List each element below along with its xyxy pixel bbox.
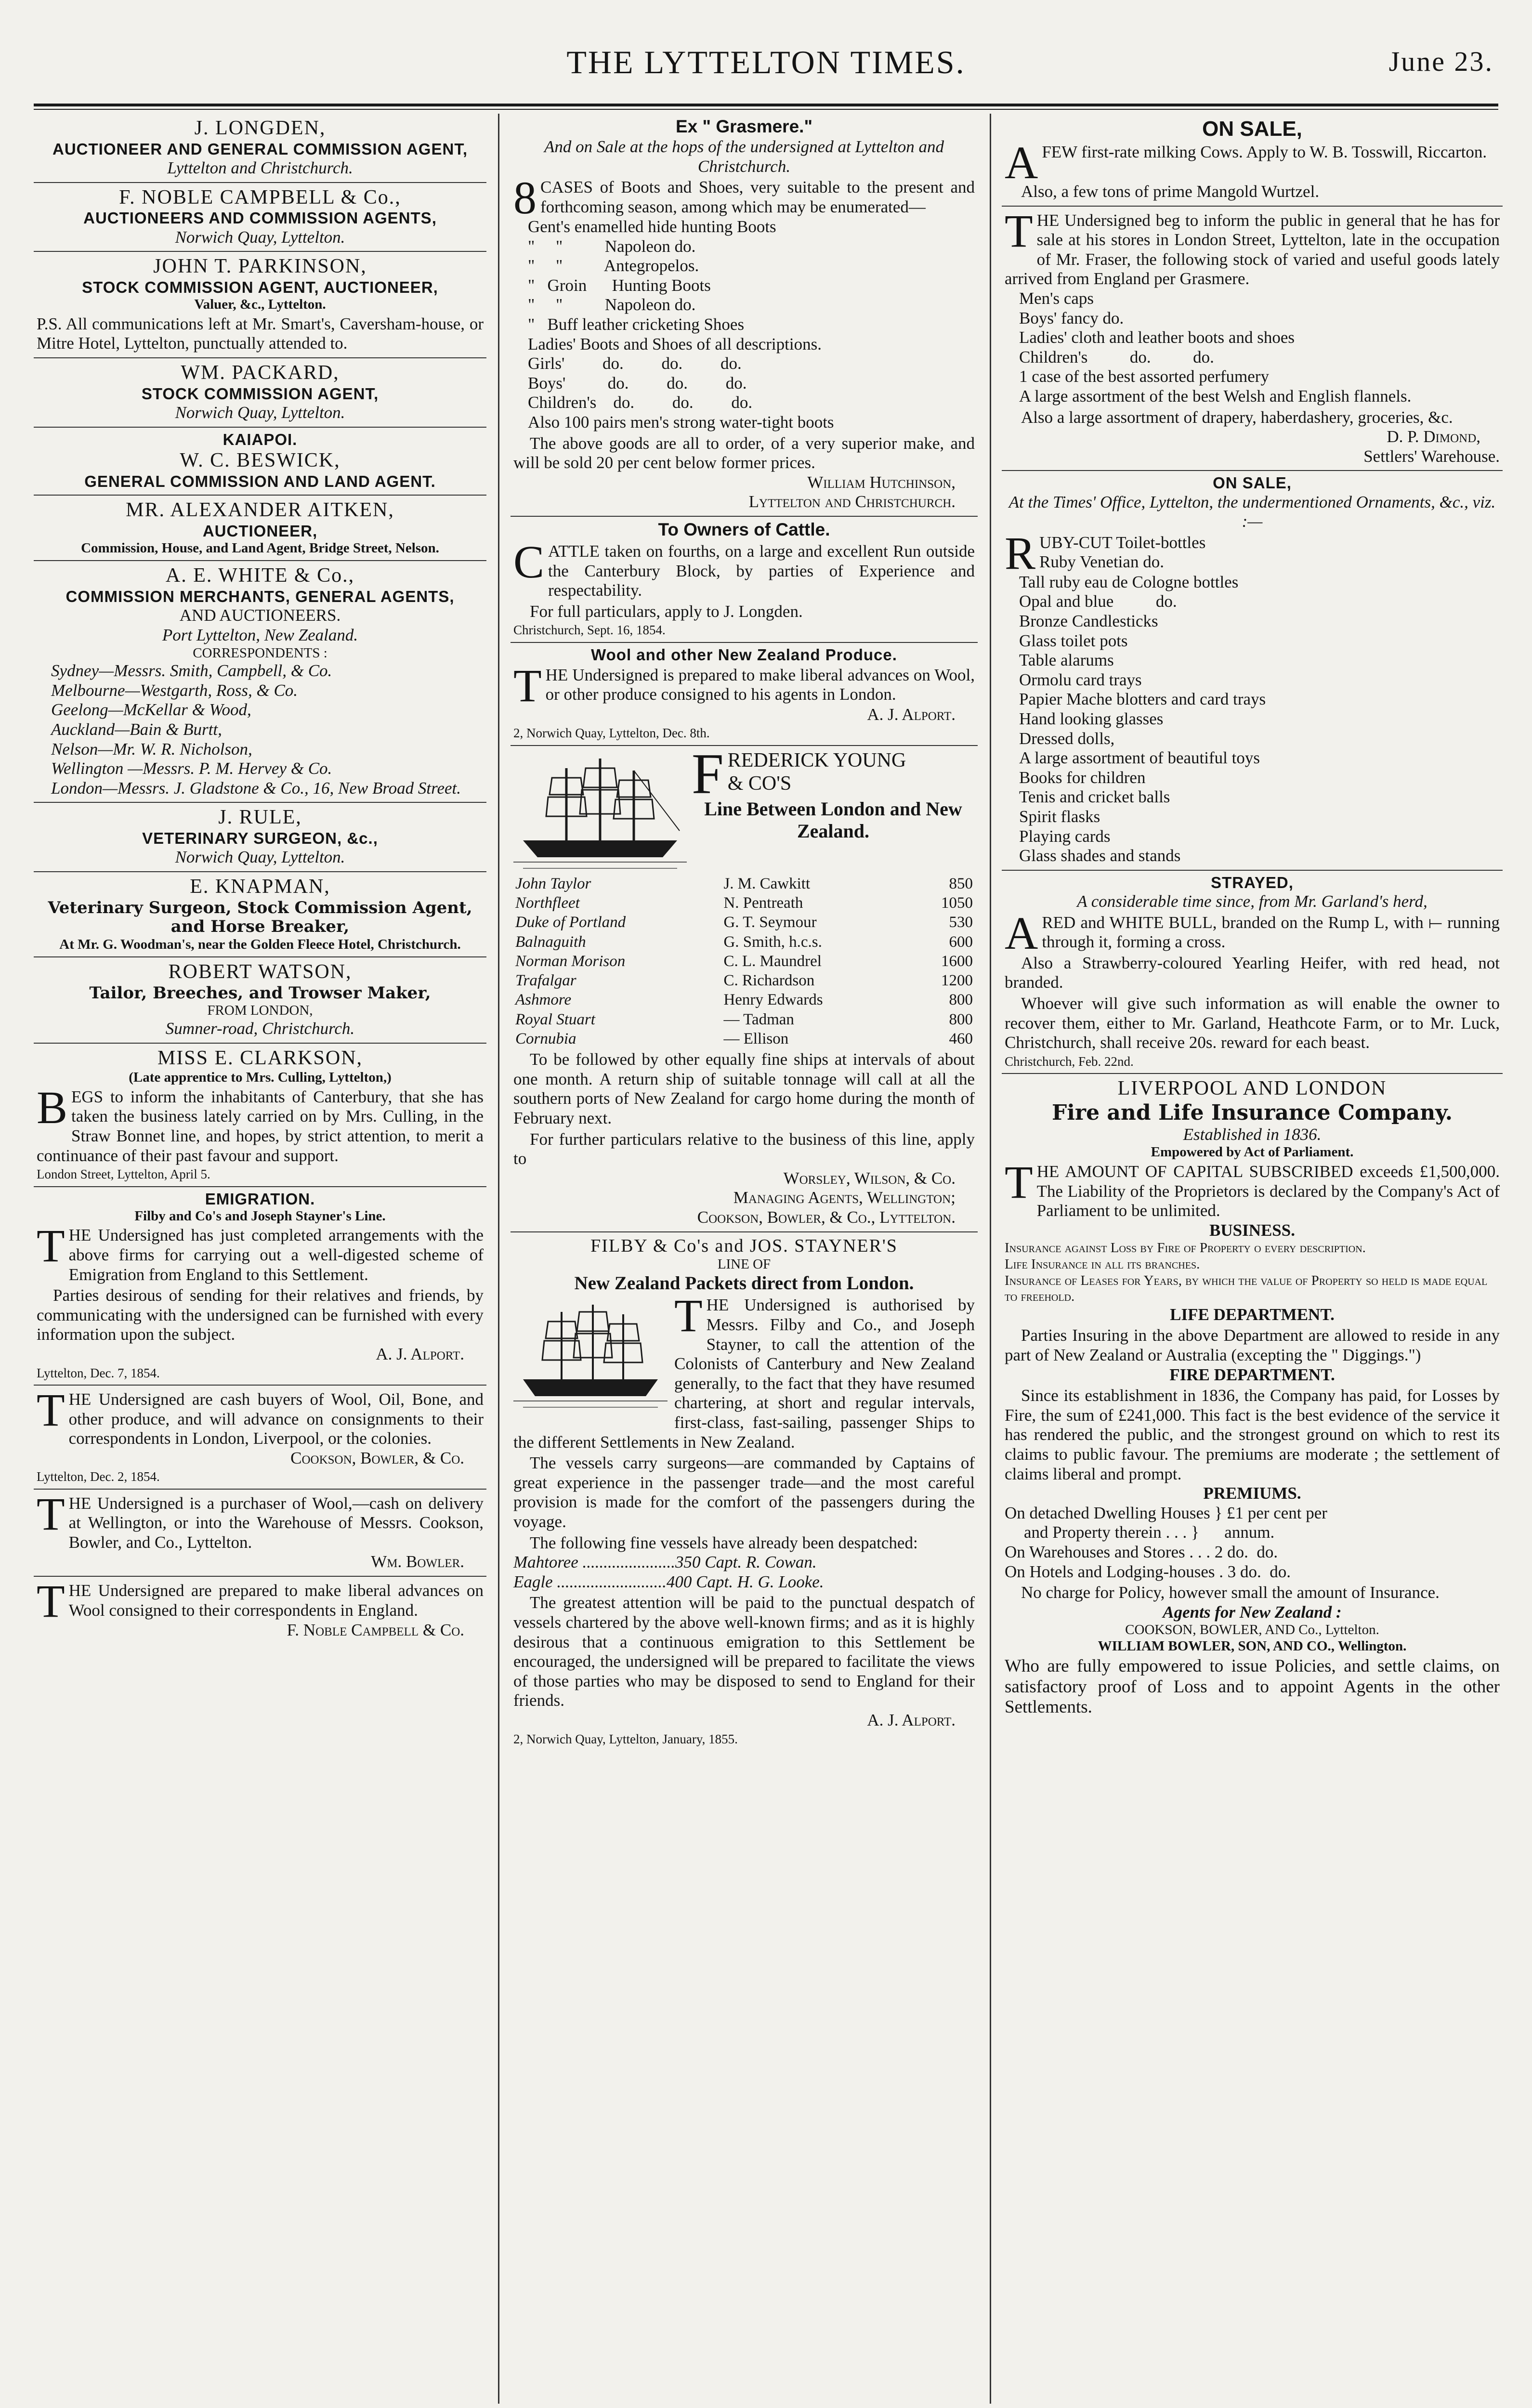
list-item: Children's do. do. do. — [528, 393, 753, 412]
ad-title: ON SALE, — [1202, 117, 1302, 141]
list-item: Hand looking glasses — [1019, 709, 1164, 728]
list-item: Ladies' Boots and Shoes of all descriptions. — [528, 334, 822, 353]
ad-name: MR. ALEXANDER AITKEN, — [126, 498, 394, 521]
list-item: Wellington —Messrs. P. M. Hervey & Co. — [51, 759, 332, 778]
ship-master: Henry Edwards — [723, 991, 823, 1009]
newspaper-title: THE LYTTELTON TIMES. — [566, 44, 966, 80]
drop-cap: B — [37, 1081, 68, 1133]
column-3 — [1002, 114, 1503, 2404]
ad-body — [513, 172, 975, 224]
ad-sub: FROM LONDON, — [207, 1003, 313, 1019]
premium-line: On Warehouses and Stores . . . 2 do. do. — [1005, 1543, 1278, 1561]
ad-body: Commission, House, and Land Agent, Bridge Street, Nelson. — [81, 540, 439, 556]
table-row — [513, 932, 975, 952]
ad-name: ROBERT WATSON, — [168, 961, 352, 983]
ad-sub: Valuer, &c., Lyttelton. — [194, 297, 326, 313]
ad-body-text: HE Undersigned is authorised by Messrs. Filby and Co., and Joseph Stayner, to call the attention of the Colonists of Canterbury and New Zealand generally, to the fact that they have resumed chartering, at short and regular intervals, first-class, fast-sailing, passenger Ships to the different Settlements in New Zealand. — [513, 1296, 975, 1452]
ad-title: AUCTIONEER AND GENERAL COMMISSION AGENT, — [52, 140, 468, 158]
ship-tons: 600 — [949, 933, 973, 951]
list-item: Opal and blue do. — [1019, 592, 1177, 611]
list-item: Men's caps — [1019, 289, 1094, 308]
ship-master: C. Richardson — [723, 972, 815, 990]
ad-place: Port Lyttelton, New Zealand. — [162, 625, 358, 644]
premium-line: On Hotels and Lodging-houses . 3 do. do. — [1005, 1562, 1291, 1581]
list-item: Girls' do. do. do. — [528, 354, 742, 373]
ad-body — [1005, 205, 1500, 289]
drop-cap: A — [1005, 137, 1038, 189]
section-heading: LIFE DEPARTMENT. — [1170, 1305, 1335, 1324]
list-item: Dressed dolls, — [1019, 729, 1115, 748]
ad-body-text: FEW first-rate milking Cows. Apply to W. B. Tosswill, Riccarton. — [1042, 143, 1487, 162]
list-item: Playing cards — [1019, 826, 1111, 846]
ad-frederick-young — [511, 741, 978, 1232]
list-item: Nelson—Mr. W. R. Nicholson, — [51, 739, 252, 759]
ship-tons: 1050 — [941, 894, 973, 912]
ad-place: Norwich Quay, Lyttelton. — [175, 848, 345, 867]
list-item: Gent's enamelled hide hunting Boots — [528, 217, 776, 236]
ad-body: The above goods are all to order, of a very superior make, and will be sold 20 per cent below former prices. — [513, 433, 975, 472]
ad-body: For full particulars, apply to J. Longden. — [530, 602, 803, 621]
ad-name: J. LONGDEN, — [194, 117, 326, 139]
list-item: Bronze Candlesticks — [1019, 611, 1158, 630]
list-item: Geelong—McKellar & Wood, — [51, 700, 251, 720]
drop-cap: T — [513, 659, 542, 711]
ad-body — [1005, 907, 1500, 959]
ad-sub: AND AUCTIONEERS. — [179, 606, 341, 625]
column-divider-1 — [498, 114, 499, 2404]
ad-title: and Horse Breaker, — [170, 917, 350, 937]
premium-line: On detached Dwelling Houses } £1 per cent per — [1005, 1503, 1327, 1522]
ad-body-text: HE Undersigned is prepared to make liberal advances on Wool, or other produce consigned to his agents in London. — [545, 665, 975, 704]
drop-cap: T — [674, 1290, 703, 1342]
ad-body-text: HE Undersigned are prepared to make liberal advances on Wool consigned to their correspondents in England. — [68, 1581, 484, 1620]
ad-insurance — [1002, 1074, 1503, 1722]
ad-signature: A. J. Alport. — [867, 705, 956, 724]
ad-body-text: HE AMOUNT OF CAPITAL SUBSCRIBED exceeds £1,500,000. The Liability of the Proprietors is declared by the Company's Act of Parliament to be unlimited. — [1036, 1162, 1500, 1220]
ad-body: The following fine vessels have already been despatched: — [530, 1533, 918, 1552]
ad-place: Norwich Quay, Lyttelton. — [175, 403, 345, 422]
ad-white — [34, 561, 486, 803]
ad-title: STOCK COMMISSION AGENT, — [141, 384, 379, 403]
ship-tons: 460 — [949, 1030, 973, 1047]
ad-body-text: EGS to inform the inhabitants of Canterbury, that she has taken the business lately carried on by Mrs. Culling, in the Straw Bonnet line, and hopes, by strict attention, to merit a continuance of their past favour and support. — [37, 1087, 484, 1165]
ad-corr-label: CORRESPONDENTS : — [193, 645, 327, 661]
list-item: " Groin Hunting Boots — [528, 275, 711, 295]
ad-signature: Cookson, Bowler, & Co. — [290, 1448, 464, 1467]
ad-rule — [34, 803, 486, 872]
business-item: Insurance against Loss by Fire of Property o every description. — [1005, 1240, 1366, 1256]
ad-strayed — [1002, 871, 1503, 1074]
ship-name: Cornubia — [515, 1030, 576, 1047]
premium-line: and Property therein . . . } annum. — [1024, 1523, 1275, 1542]
ad-title: LIVERPOOL AND LONDON — [1117, 1077, 1387, 1100]
ad-signature: A. J. Alport. — [867, 1710, 956, 1729]
business-item: Insurance of Leases for Years, by which the value of Property so held is made equal to freehold. — [1005, 1272, 1488, 1305]
ad-body-text: HE Undersigned are cash buyers of Wool, Oil, Bone, and other produce, and will advance on consignments to their correspondents in London, Liverpool, or the colonies. — [68, 1389, 484, 1448]
ad-bowler — [34, 1490, 486, 1577]
ad-aitken — [34, 496, 486, 562]
list-item: Also 100 pairs men's strong water-tight boots — [528, 413, 834, 432]
ship-tons: 850 — [949, 875, 973, 892]
list-item: Children's do. do. — [1019, 347, 1214, 366]
ship-name: Royal Stuart — [515, 1010, 595, 1028]
ad-title: FILBY & Co's and JOS. STAYNER'S — [590, 1235, 898, 1256]
ad-sub: At the Times' Office, Lyttelton, the undermentioned Ornaments, &c., viz. :— — [1008, 492, 1496, 531]
ship-tons: 1600 — [941, 952, 973, 970]
list-item: Tenis and cricket balls — [1019, 787, 1170, 807]
firm-name-block — [687, 741, 975, 843]
ad-produce — [511, 643, 978, 746]
ad-body: Also a large assortment of drapery, haberdashery, groceries, &c. — [1021, 407, 1453, 427]
ad-campbell-wool — [34, 1577, 486, 1644]
ad-body: Also, a few tons of prime Mangold Wurtzel. — [1021, 182, 1320, 201]
ad-place: At Mr. G. Woodman's, near the Golden Fleece Hotel, Christchurch. — [59, 936, 461, 952]
ship-name: Trafalgar — [515, 972, 576, 990]
ad-body: P.S. All communications left at Mr. Smart's, Caversham-house, or Mitre Hotel, Lyttelton, punctually attended to. — [37, 314, 484, 353]
ad-dateline: London Street, Lyttelton, April 5. — [37, 1167, 210, 1182]
header-rule-thin — [34, 109, 1498, 110]
ad-body — [1005, 137, 1500, 189]
item-list — [513, 217, 975, 432]
ad-signature-place: Settlers' Warehouse. — [1363, 446, 1500, 466]
agent-line: WILLIAM BOWLER, SON, AND CO., Wellington. — [1098, 1638, 1407, 1654]
ship-master: C. L. Maundrel — [723, 952, 822, 970]
ad-beswick — [34, 428, 486, 496]
table-row — [513, 1010, 975, 1029]
ad-campbell — [34, 183, 486, 252]
ad-title: VETERINARY SURGEON, &c., — [142, 829, 378, 848]
ad-body — [37, 1488, 484, 1553]
ad-place: Lyttelton and Christchurch. — [167, 158, 353, 177]
sailing-ship-icon — [513, 1297, 668, 1413]
ad-body — [37, 1384, 484, 1449]
column-1 — [34, 114, 486, 2404]
sailing-ship-icon — [513, 749, 687, 874]
issue-date: June 23. — [1388, 46, 1493, 77]
ad-body: The greatest attention will be paid to the punctual despatch of vessels chartered by the above well-known firms; and as it is highly desirous that a continuous emigration to this Settlement be encouraged, the undersigned will be prepared to facilitate the views of those parties who may be disposed to send to England for their friends. — [513, 1593, 975, 1710]
ad-watson — [34, 957, 486, 1043]
column-2 — [511, 114, 978, 2404]
ad-name: WM. PACKARD, — [181, 361, 340, 384]
column-divider-2 — [990, 114, 991, 2404]
list-item: Boys' do. do. do. — [528, 373, 747, 393]
drop-cap: T — [37, 1575, 65, 1627]
ad-cash-buyers — [34, 1386, 486, 1490]
ad-lineof: LINE OF — [717, 1256, 771, 1272]
ad-place: Sumner-road, Christchurch. — [165, 1019, 355, 1038]
agent-line: COOKSON, BOWLER, AND Co., Lyttelton. — [1125, 1622, 1379, 1638]
vessel-line: Eagle ..........................400 Capt. H. G. Looke. — [513, 1572, 824, 1591]
ship-name: John Taylor — [515, 875, 591, 892]
list-item: " " Antegropelos. — [528, 256, 699, 275]
ship-name: Duke of Portland — [515, 914, 626, 931]
ad-sub: And on Sale at the hops of the undersigned at Lyttelton and Christchurch. — [544, 137, 944, 176]
ad-dateline: Christchurch, Sept. 16, 1854. — [513, 623, 666, 638]
ad-body-text: UBY-CUT Toilet-bottles — [1039, 533, 1206, 552]
ad-title: To Owners of Cattle. — [658, 520, 830, 539]
ad-body — [37, 1575, 484, 1627]
vessel-line: Mahtoree ......................350 Capt. R. Cowan. — [513, 1553, 817, 1572]
ad-title: STRAYED, — [1211, 873, 1294, 891]
ad-emigration — [34, 1187, 486, 1386]
ad-signature: D. P. Dimond, — [1387, 427, 1480, 446]
ad-signature-place: Lyttelton and Christchurch. — [748, 492, 956, 511]
ad-name: E. KNAPMAN, — [190, 875, 330, 898]
ad-onsale-ornaments — [1002, 471, 1503, 870]
ad-filby-stayner — [511, 1232, 978, 1751]
ad-body-text: ATTLE taken on fourths, on a large and excellent Run outside the Canterbury Block, by parties of Experience and respectability. — [548, 541, 975, 600]
ship-tons: 1200 — [941, 972, 973, 990]
ad-knapman — [34, 872, 486, 957]
ad-body — [513, 659, 975, 711]
ship-master: — Tadman — [723, 1010, 794, 1028]
ad-parkinson — [34, 252, 486, 358]
firm-name-rest: REDERICK YOUNG — [727, 749, 906, 772]
drop-cap: C — [513, 536, 545, 588]
ad-title: STOCK COMMISSION AGENT, AUCTIONEER, — [82, 278, 438, 296]
ad-packard — [34, 358, 486, 428]
drop-cap: T — [1005, 205, 1033, 257]
ad-body: To be followed by other equally fine ships at intervals of about one month. A return ship of suitable tonnage will call at all the southern ports of New Zealand for cargo home during the month of February next. — [513, 1050, 975, 1127]
ad-clarkson — [34, 1044, 486, 1187]
ad-body: Whoever will give such information as will enable the owner to recover them, either to Mr. Garland, Heathcote Farm, or to Mr. Luck, Christchurch, shall receive 20s. reward for each beast. — [1005, 994, 1500, 1052]
list-item: Papier Mache blotters and card trays — [1019, 690, 1266, 709]
header-rule-thick — [34, 104, 1498, 106]
list-item: Spirit flasks — [1019, 807, 1100, 826]
ad-title: COMMISSION MERCHANTS, GENERAL AGENTS, — [65, 588, 455, 606]
drop-cap: T — [37, 1488, 65, 1540]
list-item: Books for children — [1019, 768, 1146, 787]
ad-title: ON SALE, — [1213, 474, 1292, 492]
premium-note: No charge for Policy, however small the amount of Insurance. — [1021, 1583, 1440, 1602]
ad-title: GENERAL COMMISSION AND LAND AGENT. — [84, 472, 436, 490]
ad-body-text: RED and WHITE BULL, branded on the Rump L, with ⟝ running through it, forming a cross. — [1042, 913, 1500, 952]
list-item: Melbourne—Westgarth, Ross, & Co. — [51, 681, 298, 700]
agents-heading: Agents for New Zealand : — [1163, 1602, 1342, 1622]
ship-master: G. T. Seymour — [723, 914, 817, 931]
ad-title: EMIGRATION. — [205, 1190, 315, 1208]
ship-master: — Ellison — [723, 1030, 789, 1047]
ship-name: Balnaguith — [515, 933, 586, 951]
ad-title: Wool and other New Zealand Produce. — [591, 645, 897, 664]
ad-place: KAIAPOI. — [223, 430, 298, 448]
table-row — [513, 971, 975, 990]
ad-body: For further particulars relative to the business of this line, apply to — [513, 1129, 975, 1168]
list-item: Ormolu card trays — [1019, 670, 1142, 689]
list-item: Boys' fancy do. — [1019, 308, 1124, 327]
ad-sub: New Zealand Packets direct from London. — [574, 1273, 914, 1294]
ad-dateline: Christchurch, Feb. 22nd. — [1005, 1054, 1134, 1069]
ad-dateline: Lyttelton, Dec. 2, 1854. — [37, 1469, 160, 1484]
ad-signature: Wm. Bowler. — [371, 1552, 464, 1571]
ad-cattle — [511, 517, 978, 643]
masthead — [34, 43, 1498, 101]
ship-master: G. Smith, h.c.s. — [723, 933, 822, 951]
list-item: Tall ruby eau de Cologne bottles — [1019, 572, 1239, 591]
section-heading: FIRE DEPARTMENT. — [1169, 1365, 1335, 1384]
ship-master: N. Pentreath — [723, 894, 803, 912]
list-item: Table alarums — [1019, 651, 1114, 670]
ad-place: Norwich Quay, Lyttelton. — [175, 227, 345, 247]
ad-title: Tailor, Breeches, and Trowser Maker, — [89, 983, 431, 1003]
ad-dimond — [1002, 207, 1503, 471]
ship-name: Northfleet — [515, 894, 580, 912]
line-title: Line Between London and New Zealand. — [704, 798, 962, 842]
ad-body — [37, 1081, 484, 1165]
table-row — [513, 874, 975, 893]
ad-dateline: Lyttelton, Dec. 7, 1854. — [37, 1365, 160, 1380]
business-item: Life Insurance in all its branches. — [1005, 1256, 1200, 1272]
ad-body — [513, 1290, 975, 1452]
item-list — [1005, 573, 1500, 866]
list-item: London—Messrs. J. Gladstone & Co., 16, New Broad Street. — [51, 778, 461, 798]
ad-title: AUCTIONEERS AND COMMISSION AGENTS, — [83, 209, 437, 227]
ad-name: MISS E. CLARKSON, — [157, 1047, 363, 1069]
list-item: Glass toilet pots — [1019, 631, 1128, 650]
drop-cap: R — [1005, 527, 1036, 579]
ad-sub: A considerable time since, from Mr. Garland's herd, — [1077, 891, 1427, 911]
ad-name: F. NOBLE CAMPBELL & Co., — [119, 186, 401, 209]
list-item: " " Napoleon do. — [528, 236, 696, 256]
ad-dateline: 2, Norwich Quay, Lyttelton, Dec. 8th. — [513, 726, 710, 741]
ad-body: Since its establishment in 1836, the Company has paid, for Losses by Fire, the sum of £241,000. This fact is the best evidence of the service it has rendered the public, and the strongest ground on which to rest its claims to public favour. The premiums are moderate ; the settlement of claims liberal and prompt. — [1005, 1386, 1500, 1483]
table-row — [513, 990, 975, 1009]
ad-body: Also a Strawberry-coloured Yearling Heifer, with red head, not branded. — [1005, 953, 1500, 992]
ad-name: JOHN T. PARKINSON, — [153, 255, 367, 278]
ship-name: Norman Morison — [515, 952, 626, 970]
section-heading: PREMIUMS. — [1203, 1484, 1301, 1503]
drop-cap: T — [37, 1384, 65, 1436]
item-list — [1005, 289, 1500, 406]
ad-signature: A. J. Alport. — [376, 1345, 464, 1363]
list-item: Glass shades and stands — [1019, 846, 1181, 865]
ad-body — [513, 536, 975, 601]
list-item: Ladies' cloth and leather boots and shoes — [1019, 328, 1295, 347]
ad-title-2: Fire and Life Insurance Company. — [1051, 1100, 1453, 1125]
ad-signature: Cookson, Bowler, & Co., Lyttelton. — [697, 1207, 956, 1227]
table-row — [513, 913, 975, 932]
ad-onsale-cows — [1002, 114, 1503, 207]
drop-cap: A — [1005, 907, 1038, 959]
ad-sub: Filby and Co's and Joseph Stayner's Line. — [134, 1208, 386, 1224]
list-item: A large assortment of the best Welsh and English flannels. — [1019, 386, 1412, 406]
ad-title: Ex " Grasmere." — [676, 117, 812, 136]
ship-tons: 800 — [949, 1010, 973, 1028]
drop-cap: F — [692, 741, 724, 806]
ad-body: Parties desirous of sending for their relatives and friends, by communicating with the undersigned can be furnished with every information upon the subject. — [37, 1286, 484, 1344]
ad-name: W. C. BESWICK, — [180, 449, 340, 471]
ship-tons: 800 — [949, 991, 973, 1009]
ad-body — [37, 1220, 484, 1284]
ad-signature: Worsley, Wilson, & Co. — [783, 1168, 956, 1188]
table-row — [513, 1029, 975, 1048]
firm-name-2: & CO'S — [727, 772, 792, 795]
ship-master: J. M. Cawkitt — [723, 875, 811, 892]
ad-grasmere — [511, 114, 978, 517]
ad-title: Veterinary Surgeon, Stock Commission Agent, — [48, 898, 472, 917]
ad-signature: Managing Agents, Wellington; — [733, 1188, 956, 1207]
ship-header — [513, 741, 975, 874]
ship-name: Ashmore — [515, 991, 572, 1009]
ad-empowered: Empowered by Act of Parliament. — [1151, 1144, 1354, 1160]
drop-cap: T — [37, 1220, 65, 1272]
ship-tons: 530 — [949, 914, 973, 931]
ad-signature: William Hutchinson, — [807, 472, 956, 492]
ad-body: Parties Insuring in the above Department are allowed to reside in any part of New Zealand or Australia (excepting the " Diggings.") — [1005, 1326, 1500, 1365]
section-heading: BUSINESS. — [1209, 1220, 1295, 1240]
list-item: Auckland—Bain & Burtt, — [51, 720, 222, 739]
ad-signature: F. Noble Campbell & Co. — [287, 1620, 464, 1639]
ad-dateline: 2, Norwich Quay, Lyttelton, January, 1855. — [513, 1731, 738, 1746]
list-item: " Buff leather cricketing Shoes — [528, 315, 745, 334]
ad-name: A. E. WHITE & Co., — [165, 564, 355, 587]
ad-body-text: HE Undersigned beg to inform the public in general that he has for sale at his stores in London Street, Lyttelton, late in the occupation of Mr. Fraser, the following stock of varied and useful goods lately arrived from England per Grasmere. — [1005, 210, 1500, 288]
ad-body — [1005, 1156, 1500, 1221]
list-item: Sydney—Messrs. Smith, Campbell, & Co. — [51, 661, 332, 681]
list-item: 1 case of the best assorted perfumery — [1019, 367, 1269, 386]
ad-longden — [34, 114, 486, 183]
drop-cap: T — [1005, 1156, 1033, 1208]
list-item: A large assortment of beautiful toys — [1019, 748, 1260, 768]
list-item: Ruby Venetian do. — [1039, 552, 1164, 572]
table-row — [513, 952, 975, 971]
ad-title: AUCTIONEER, — [202, 522, 318, 540]
ad-established: Established in 1836. — [1183, 1125, 1322, 1144]
ad-body: The vessels carry surgeons—are commanded by Captains of great experience in the passenger trade—and the most careful provision is made for the comfort of the passengers during the voyage. — [513, 1453, 975, 1531]
ad-body: Who are fully empowered to issue Policies, and settle claims, on satisfactory proof of Loss and to appoint Agents in the other Settlements. — [1005, 1656, 1500, 1717]
table-row — [513, 893, 975, 913]
drop-cap: 8 — [513, 172, 537, 224]
list-item: " " Napoleon do. — [528, 295, 696, 314]
ad-sub: (Late apprentice to Mrs. Culling, Lyttelton,) — [129, 1070, 392, 1086]
ad-name: J. RULE, — [218, 806, 302, 829]
fleet-table — [513, 874, 975, 1048]
ad-body-text: CASES of Boots and Shoes, very suitable to the present and forthcoming season, among which may be enumerated— — [540, 178, 975, 216]
ad-body-text: HE Undersigned has just completed arrangements with the above firms for carrying out a well-digested scheme of Emigration from England to this Settlement. — [68, 1226, 484, 1284]
ad-body-text: HE Undersigned is a purchaser of Wool,—cash on delivery at Wellington, or into the Warehouse of Messrs. Cookson, Bowler, and Co., Lyttelton. — [68, 1493, 484, 1552]
